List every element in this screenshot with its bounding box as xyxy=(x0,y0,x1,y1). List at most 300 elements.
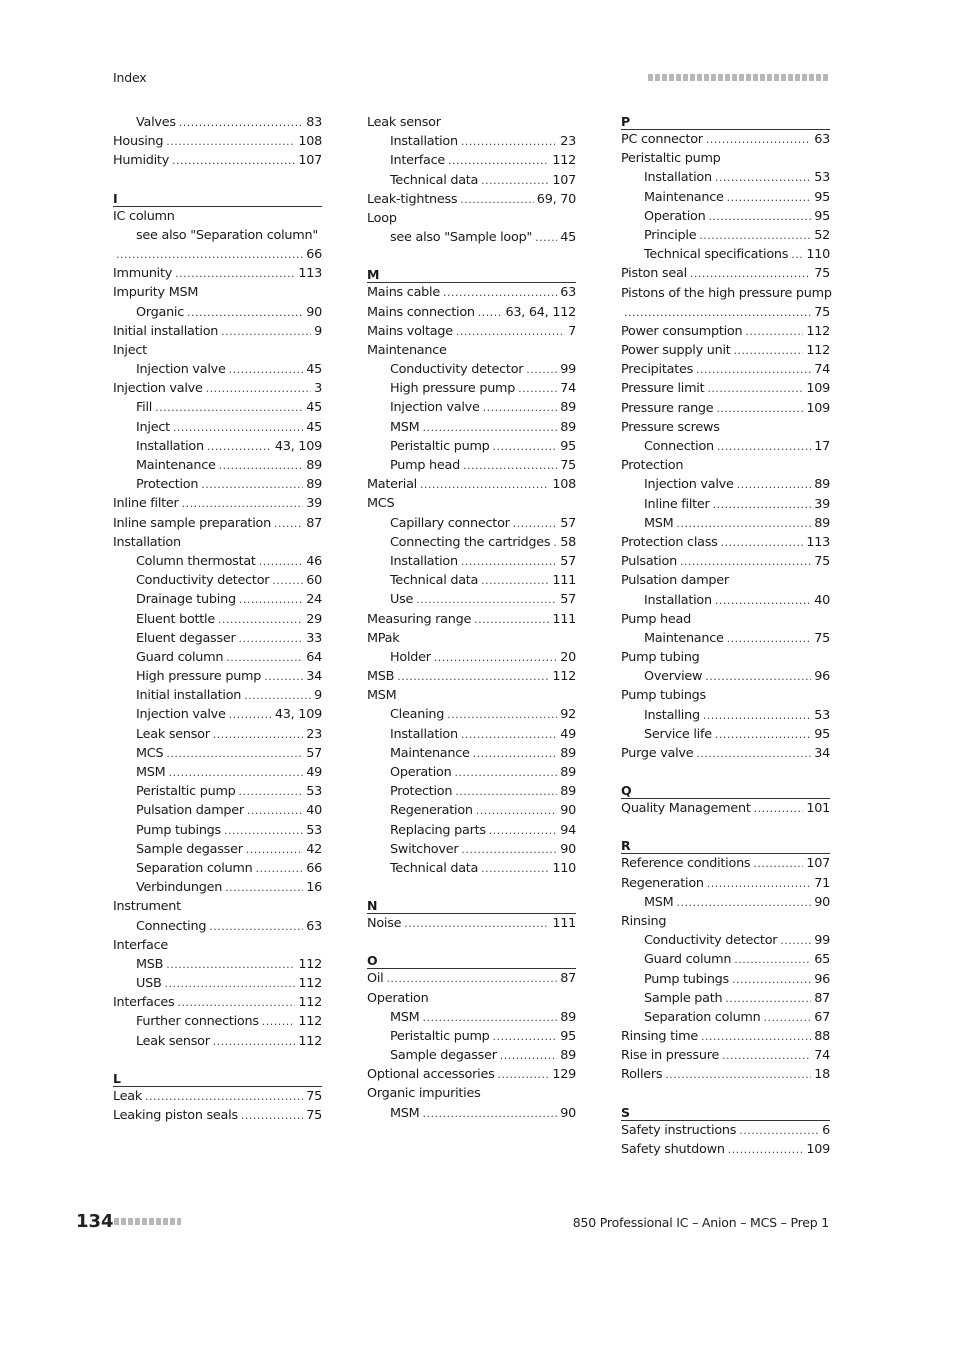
dot-leader xyxy=(221,322,311,341)
index-term: Separation column xyxy=(136,860,253,876)
index-subentry xyxy=(621,245,830,264)
page-reference: 107 xyxy=(552,172,576,188)
dot-leader xyxy=(246,840,303,859)
page-reference: 75 xyxy=(814,266,830,282)
dot-leader xyxy=(386,969,557,988)
page-reference: 57 xyxy=(560,553,576,569)
index-subentry xyxy=(621,989,830,1008)
page-reference: 34 xyxy=(306,669,322,685)
index-subentry xyxy=(113,1012,322,1031)
index-term: Inline filter xyxy=(644,496,710,512)
index-term: Sample path xyxy=(644,990,723,1006)
index-term: Use xyxy=(390,592,414,608)
index-entry xyxy=(367,667,576,686)
index-entry xyxy=(367,629,576,648)
page-reference: 95 xyxy=(814,208,830,224)
index-subentry xyxy=(113,917,322,936)
page-reference: 89 xyxy=(560,745,576,761)
index-term: Leak-tightness xyxy=(367,191,458,207)
page-reference: 23 xyxy=(306,726,322,742)
index-entry xyxy=(621,284,830,303)
index-subentry xyxy=(367,840,576,859)
page-reference: 96 xyxy=(814,669,830,685)
dot-leader xyxy=(716,399,803,418)
index-term: Precipitates xyxy=(621,362,694,378)
index-column-1 xyxy=(113,113,322,1125)
index-subentry xyxy=(367,360,576,379)
index-subentry xyxy=(367,132,576,151)
index-entry xyxy=(367,1065,576,1084)
dot-leader xyxy=(463,456,557,475)
page-reference: 89 xyxy=(814,477,830,493)
page-reference: 113 xyxy=(298,266,322,282)
index-letter-heading: R xyxy=(621,837,830,854)
page-reference: 63, 64, 112 xyxy=(505,304,576,320)
index-term: Verbindungen xyxy=(136,880,223,896)
dot-leader xyxy=(155,398,303,417)
index-subentry xyxy=(621,168,830,187)
index-term: Injection valve xyxy=(644,477,734,493)
index-term: Regeneration xyxy=(621,875,704,891)
index-entry xyxy=(113,322,322,341)
index-term: Purge valve xyxy=(621,746,694,761)
dot-leader xyxy=(145,1087,303,1106)
page-reference: 90 xyxy=(560,1105,576,1121)
page-reference: 46 xyxy=(306,553,322,569)
index-entry xyxy=(621,264,830,283)
index-subentry xyxy=(113,552,322,571)
index-subentry xyxy=(113,398,322,417)
index-term: Loop xyxy=(367,210,397,226)
index-term: Protection class xyxy=(621,534,718,550)
dot-leader xyxy=(734,341,804,360)
index-term: Leak sensor xyxy=(136,726,210,742)
index-subentry xyxy=(621,514,830,533)
page-reference: 112 xyxy=(298,1033,322,1049)
page-reference: 110 xyxy=(552,860,576,876)
index-term: Injection valve xyxy=(113,381,203,397)
dot-leader xyxy=(474,610,549,629)
page-reference: 90 xyxy=(814,894,830,910)
dot-leader xyxy=(177,993,295,1012)
page-reference: 39 xyxy=(306,496,322,512)
page-reference: 9 xyxy=(314,323,322,339)
index-subentry xyxy=(113,859,322,878)
index-subentry xyxy=(367,171,576,190)
index-term: Rise in pressure xyxy=(621,1048,720,1064)
dot-leader xyxy=(226,648,303,667)
index-entry xyxy=(113,1087,322,1106)
page-reference: 90 xyxy=(560,803,576,819)
index-term: Material xyxy=(367,477,417,493)
index-term: MSM xyxy=(390,1105,420,1121)
dot-leader xyxy=(493,437,558,456)
index-subentry xyxy=(621,667,830,686)
page-reference: 112 xyxy=(552,153,576,169)
index-entry xyxy=(113,1106,322,1125)
index-entry xyxy=(367,322,576,341)
page-reference: 92 xyxy=(560,707,576,723)
dot-leader xyxy=(416,590,557,609)
index-subentry xyxy=(113,840,322,859)
index-term: Holder xyxy=(390,649,431,665)
index-subentry xyxy=(367,379,576,398)
index-term: Connection xyxy=(644,439,714,454)
page-reference: 108 xyxy=(298,134,322,150)
index-term: Humidity xyxy=(113,153,170,169)
index-subentry xyxy=(113,974,322,993)
dot-leader xyxy=(513,514,558,533)
dot-leader xyxy=(422,418,557,437)
index-term: Switchover xyxy=(390,841,459,857)
dot-leader xyxy=(526,360,557,379)
index-term: MSB xyxy=(367,669,395,685)
page-reference: 58 xyxy=(560,534,576,550)
page-reference: 57 xyxy=(560,515,576,531)
dot-leader xyxy=(456,322,565,341)
index-term: Noise xyxy=(367,916,402,932)
index-term: Injection valve xyxy=(136,362,226,378)
index-entry xyxy=(621,912,830,931)
index-term: Maintenance xyxy=(136,458,216,473)
index-entry xyxy=(367,283,576,302)
index-term: Service life xyxy=(644,726,712,742)
index-term: Safety shutdown xyxy=(621,1141,725,1157)
index-term: Mains voltage xyxy=(367,323,453,339)
page-reference: 39 xyxy=(814,496,830,512)
index-entry xyxy=(113,993,322,1012)
index-subentry xyxy=(367,533,576,552)
dot-leader xyxy=(732,970,811,989)
dot-leader xyxy=(676,514,811,533)
index-term: Technical data xyxy=(390,860,479,876)
index-entry xyxy=(113,514,322,533)
dot-leader xyxy=(443,283,557,302)
index-subentry xyxy=(367,456,576,475)
index-term: Peristaltic pump xyxy=(390,1028,490,1044)
index-term: Guard column xyxy=(136,649,224,665)
index-subentry xyxy=(113,226,322,245)
index-entry xyxy=(621,648,830,667)
page-reference: 88 xyxy=(814,1029,830,1045)
index-term: Organic xyxy=(136,304,185,320)
page-reference: 45 xyxy=(306,362,322,378)
page-reference: 95 xyxy=(560,1028,576,1044)
index-term: Pump head xyxy=(390,458,460,473)
page-reference: 99 xyxy=(814,933,830,949)
index-subentry xyxy=(367,763,576,782)
index-term: Mains cable xyxy=(367,285,440,301)
index-term: Drainage tubing xyxy=(136,592,236,608)
index-term: Optional accessories xyxy=(367,1067,495,1083)
dot-leader xyxy=(481,171,549,190)
page-reference: 113 xyxy=(806,534,830,550)
dot-leader xyxy=(239,590,303,609)
index-entry xyxy=(621,341,830,360)
index-entry xyxy=(621,1140,830,1159)
index-subentry xyxy=(621,437,830,456)
index-subentry xyxy=(113,705,322,724)
index-subentry xyxy=(367,801,576,820)
dot-leader xyxy=(676,893,811,912)
dot-leader xyxy=(213,725,303,744)
dot-leader xyxy=(116,245,303,264)
index-term: Peristaltic pump xyxy=(390,438,490,454)
page-reference: 24 xyxy=(306,592,322,608)
running-header-title: Index xyxy=(113,70,147,85)
dot-leader xyxy=(780,931,811,950)
page-reference: 53 xyxy=(814,170,830,186)
page-reference: 109 xyxy=(806,400,830,416)
dot-leader xyxy=(727,629,812,648)
dot-leader xyxy=(535,228,557,247)
index-letter-heading: S xyxy=(621,1104,830,1121)
index-subentry xyxy=(367,744,576,763)
dot-leader xyxy=(624,303,811,322)
dot-leader xyxy=(239,782,304,801)
index-term: MPak xyxy=(367,630,400,646)
page-reference: 63 xyxy=(814,132,830,147)
page-reference: 7 xyxy=(568,323,576,339)
header-decorative-dots xyxy=(648,74,829,81)
page-reference: 111 xyxy=(552,573,576,589)
index-entry xyxy=(113,151,322,170)
index-term: Pressure range xyxy=(621,400,714,416)
index-entry xyxy=(367,190,576,209)
dot-leader xyxy=(665,1065,811,1084)
index-subentry xyxy=(113,725,322,744)
index-entry xyxy=(367,686,576,705)
dot-leader xyxy=(728,1140,804,1159)
index-entry xyxy=(367,610,576,629)
page-reference: 94 xyxy=(560,822,576,838)
index-entry xyxy=(621,610,830,629)
index-entry xyxy=(113,379,322,398)
dot-leader xyxy=(207,437,272,456)
page-reference: 112 xyxy=(298,956,322,972)
index-term: Technical data xyxy=(390,172,479,188)
dot-leader xyxy=(448,151,549,170)
dot-leader xyxy=(397,667,549,686)
index-term: Overview xyxy=(644,669,703,685)
index-subentry xyxy=(113,801,322,820)
dot-leader xyxy=(717,437,811,456)
index-entry xyxy=(367,303,576,322)
dot-leader xyxy=(481,859,549,878)
dot-leader xyxy=(489,821,557,840)
index-entry xyxy=(621,1046,830,1065)
index-term: Eluent degasser xyxy=(136,630,236,646)
page-reference: 89 xyxy=(560,1048,576,1064)
page-reference: 90 xyxy=(306,304,322,320)
page-reference: 3 xyxy=(314,381,322,397)
dot-leader xyxy=(696,744,811,763)
page-reference: 87 xyxy=(306,515,322,531)
index-entry xyxy=(367,475,576,494)
index-term: IC column xyxy=(113,208,175,224)
index-term: Conductivity detector xyxy=(644,933,778,949)
index-entry xyxy=(113,533,322,552)
page-reference: 53 xyxy=(306,822,322,838)
page-reference: 18 xyxy=(814,1067,830,1083)
page-reference: 111 xyxy=(552,916,576,932)
dot-leader xyxy=(739,1121,819,1140)
index-term: Maintenance xyxy=(390,745,470,761)
dot-leader xyxy=(239,629,304,648)
page-reference: 95 xyxy=(814,189,830,205)
index-column-3 xyxy=(621,113,830,1159)
index-subentry xyxy=(367,1008,576,1027)
index-entry xyxy=(621,360,830,379)
index-entry xyxy=(113,936,322,955)
dot-leader xyxy=(708,207,811,226)
page-reference: 89 xyxy=(306,477,322,493)
dot-leader xyxy=(422,1008,557,1027)
dot-leader xyxy=(764,1008,812,1027)
dot-leader xyxy=(165,974,296,993)
index-subentry xyxy=(621,495,830,514)
dot-leader xyxy=(461,132,557,151)
index-term: Regeneration xyxy=(390,803,473,819)
page-reference: 75 xyxy=(814,630,830,646)
index-term: Replacing parts xyxy=(390,822,486,838)
page-reference: 101 xyxy=(806,801,830,817)
dot-leader xyxy=(701,1027,811,1046)
dot-leader xyxy=(454,763,557,782)
index-term: Pulsation damper xyxy=(621,573,729,589)
index-term: Peristaltic pump xyxy=(136,784,236,800)
dot-leader xyxy=(481,571,549,590)
index-entry xyxy=(621,303,830,322)
index-entry xyxy=(621,1121,830,1140)
index-term: Technical specifications xyxy=(644,247,789,263)
page-number: 134 xyxy=(76,1211,114,1232)
index-term: MCS xyxy=(367,496,395,512)
index-term: Eluent bottle xyxy=(136,611,215,627)
dot-leader xyxy=(715,725,811,744)
page-reference: 40 xyxy=(814,592,830,608)
dot-leader xyxy=(725,989,811,1008)
dot-leader xyxy=(553,533,557,552)
dot-leader xyxy=(229,360,304,379)
index-term: Installation xyxy=(390,553,458,569)
page-reference: 74 xyxy=(560,381,576,397)
index-term: Initial installation xyxy=(136,688,242,704)
page-reference: 75 xyxy=(814,554,830,570)
dot-leader xyxy=(259,552,304,571)
dot-leader xyxy=(201,475,303,494)
page-reference: 89 xyxy=(306,458,322,473)
page-reference: 87 xyxy=(560,971,576,987)
index-term: Installation xyxy=(644,170,712,186)
index-subentry xyxy=(113,629,322,648)
index-subentry xyxy=(367,437,576,456)
page-reference: 89 xyxy=(560,765,576,780)
dot-leader xyxy=(272,571,303,590)
index-subentry xyxy=(367,552,576,571)
dot-leader xyxy=(182,494,304,513)
page-reference: 112 xyxy=(298,976,322,992)
index-term: Leak sensor xyxy=(136,1033,210,1049)
index-letter-heading: L xyxy=(113,1070,322,1087)
index-column-2 xyxy=(367,113,576,1123)
index-term: Maintenance xyxy=(367,342,447,358)
dot-leader xyxy=(706,130,811,149)
page-reference: 16 xyxy=(306,880,322,896)
index-term: Inline sample preparation xyxy=(113,515,271,531)
index-subentry xyxy=(113,475,322,494)
dot-leader xyxy=(703,706,811,725)
dot-leader xyxy=(247,801,303,820)
index-entry xyxy=(621,130,830,149)
index-term: Leak sensor xyxy=(367,115,441,130)
dot-leader xyxy=(168,763,303,782)
page-reference: 90 xyxy=(560,841,576,857)
index-term: Pump tubings xyxy=(136,822,221,838)
index-entry xyxy=(367,113,576,132)
index-subentry xyxy=(621,1008,830,1027)
page-reference: 107 xyxy=(806,856,830,872)
index-term: Guard column xyxy=(644,952,732,968)
index-term: Principle xyxy=(644,227,697,243)
index-term: Inject xyxy=(113,342,147,358)
index-subentry xyxy=(113,1032,322,1051)
index-term: Pump tubings xyxy=(621,688,706,704)
dot-leader xyxy=(680,552,811,571)
index-term: Pressure limit xyxy=(621,381,705,397)
index-term: Pistons of the high pressure pump xyxy=(621,285,832,301)
dot-leader xyxy=(699,226,811,245)
page-reference: 107 xyxy=(298,153,322,169)
index-letter-heading: N xyxy=(367,897,576,914)
index-term: Interfaces xyxy=(113,995,175,1011)
index-term: MSM xyxy=(367,688,397,704)
dot-leader xyxy=(224,821,303,840)
page-reference: 75 xyxy=(306,1108,322,1123)
index-term: Installation xyxy=(390,134,458,150)
index-term: Peristaltic pump xyxy=(621,151,721,167)
index-entry xyxy=(113,494,322,513)
index-term: Sample degasser xyxy=(390,1048,497,1064)
page-reference: 63 xyxy=(560,285,576,301)
dot-leader xyxy=(229,705,272,724)
index-entry xyxy=(621,854,830,873)
page-reference: 75 xyxy=(814,304,830,320)
index-subentry xyxy=(113,437,322,456)
dot-leader xyxy=(734,950,811,969)
page-reference: 109 xyxy=(806,1141,830,1157)
page-reference: 53 xyxy=(306,784,322,800)
index-letter-heading: M xyxy=(367,266,576,283)
dot-leader xyxy=(722,1046,811,1065)
index-term: Pressure screws xyxy=(621,419,720,435)
index-subentry xyxy=(113,360,322,379)
index-subentry xyxy=(113,456,322,475)
page-reference: 43, 109 xyxy=(274,707,322,723)
dot-leader xyxy=(483,398,558,417)
index-term: Safety instructions xyxy=(621,1122,737,1138)
index-entry xyxy=(113,283,322,302)
index-subentry xyxy=(113,590,322,609)
index-term: Installation xyxy=(644,592,712,608)
index-subentry xyxy=(367,1046,576,1065)
index-entry xyxy=(113,897,322,916)
index-subentry xyxy=(367,151,576,170)
dot-leader xyxy=(696,360,811,379)
index-subentry xyxy=(621,931,830,950)
index-entry xyxy=(621,456,830,475)
index-term: Impurity MSM xyxy=(113,285,199,301)
